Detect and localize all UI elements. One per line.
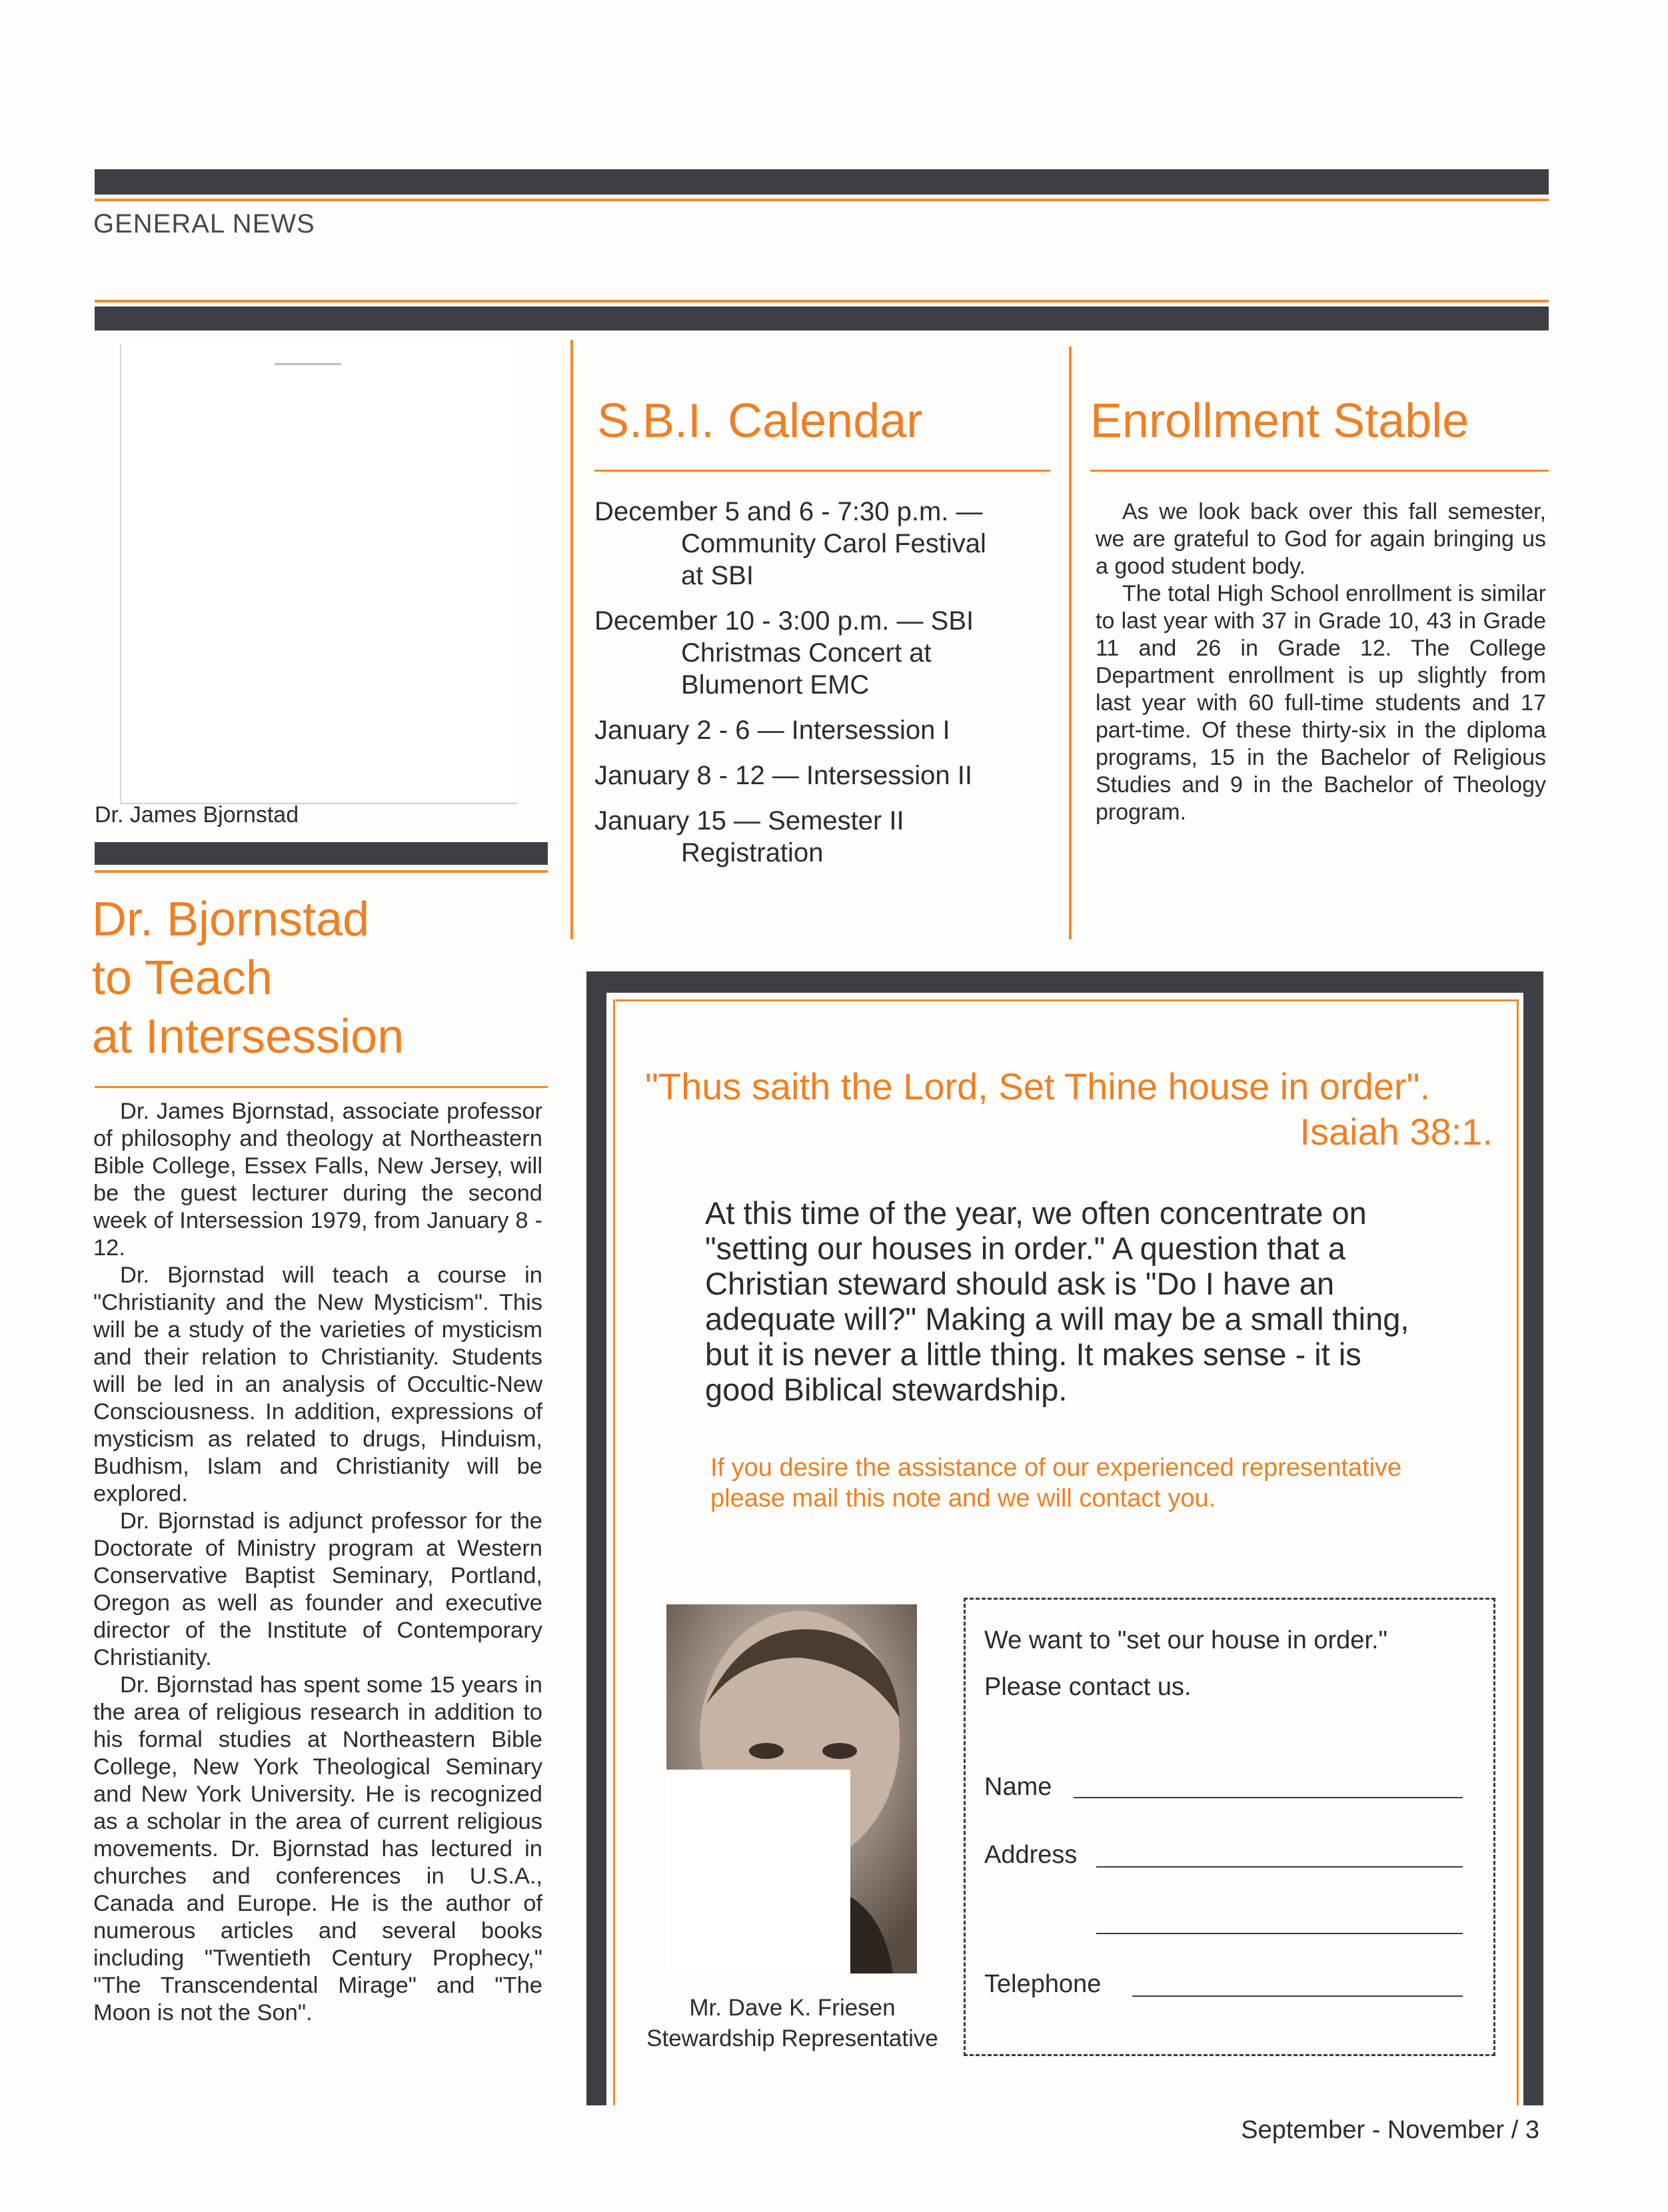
calendar-list bbox=[594, 496, 1048, 882]
article-paragraph: Dr. Bjornstad is adjunct professor for the Doctorate of Ministry program at Western Conservative Baptist Seminary, Portland, Oregon as well as founder and executive director of the Institute of Contemporary Christianity. bbox=[93, 1508, 542, 1670]
calendar-entry bbox=[594, 805, 1048, 869]
page-footer: September - November / 3 bbox=[1241, 2116, 1539, 2144]
calendar-entry-detail: Christmas Concert at bbox=[681, 638, 932, 668]
calendar-entry-date: December 5 and 6 - 7:30 p.m. — bbox=[594, 497, 983, 526]
calendar-entry bbox=[594, 605, 1048, 701]
address-field[interactable] bbox=[1096, 1866, 1463, 1868]
stewardship-appeal: If you desire the assistance of our experienced representative please mail this note and we will contact you. bbox=[710, 1454, 1402, 1512]
enrollment-body bbox=[1096, 498, 1546, 826]
column-divider-2 bbox=[1069, 346, 1072, 939]
headline-line: Dr. Bjornstad bbox=[92, 893, 370, 946]
calendar-entry bbox=[594, 760, 1048, 792]
article-underline bbox=[95, 1086, 548, 1088]
enrollment-paragraph: As we look back over this fall semester, we are grateful to God for again bringing us a good student body. bbox=[1096, 499, 1546, 579]
calendar-entry-detail: at SBI bbox=[681, 561, 754, 590]
article-rule-dark bbox=[95, 842, 548, 865]
calendar-entry-detail: Blumenort EMC bbox=[681, 670, 870, 700]
calendar-entry-detail: Community Carol Festival bbox=[681, 529, 986, 558]
calendar-underline bbox=[594, 470, 1050, 472]
scripture-reference: Isaiah 38:1. bbox=[1299, 1111, 1493, 1153]
calendar-entry-date: January 8 - 12 — Intersession II bbox=[594, 761, 972, 790]
header-rule-orange bbox=[95, 199, 1549, 201]
response-form bbox=[964, 1598, 1495, 2056]
enrollment-title: Enrollment Stable bbox=[1090, 394, 1469, 448]
name-field[interactable] bbox=[1074, 1797, 1463, 1798]
enrollment-underline bbox=[1090, 470, 1549, 472]
box-inner-top bbox=[616, 999, 1518, 1001]
section-label: GENERAL NEWS bbox=[93, 209, 315, 239]
box-frame-right bbox=[1523, 971, 1543, 2105]
photo-redaction bbox=[666, 1770, 850, 1973]
article-paragraph: Dr. Bjornstad has spent some 15 years in the area of religious research in addition to his formal studies at Northeastern Bible College, New York Theological Seminary and New York University. He is recognized as a scholar in the area of current religious movements. Dr. Bjornstad has lectured in churches and conferences in U.S.A., Canada and Europe. He is the author of numerous articles and several books including "Twentieth Century Prophecy," "The Transcendental Mirage" and "The Moon is not the Son". bbox=[93, 1672, 542, 2025]
content-rule-dark bbox=[95, 306, 1549, 330]
content-rule-orange bbox=[95, 300, 1549, 302]
scripture-quote: "Thus saith the Lord, Set Thine house in order". bbox=[645, 1065, 1431, 1107]
calendar-entry-date: December 10 - 3:00 p.m. — SBI bbox=[594, 606, 974, 636]
headline-line: to Teach bbox=[92, 951, 273, 1005]
calendar-entry-detail: Registration bbox=[681, 838, 824, 867]
calendar-entry bbox=[594, 714, 1048, 746]
column-divider-1 bbox=[570, 340, 573, 939]
representative-name: Mr. Dave K. Friesen bbox=[689, 1995, 896, 2021]
name-label: Name bbox=[984, 1773, 1052, 1801]
telephone-label: Telephone bbox=[984, 1970, 1102, 1998]
header-rule-top bbox=[95, 169, 1549, 195]
article-paragraph: Dr. James Bjornstad, associate professor of philosophy and theology at Northeastern Bible College, Essex Falls, New Jersey, will be the guest lecturer during the second week of Intersession 1979, from January 8 - 12. bbox=[93, 1099, 542, 1261]
form-line1: We want to "set our house in order." bbox=[984, 1626, 1388, 1654]
box-inner-right bbox=[1517, 999, 1519, 2105]
photo-caption: Dr. James Bjornstad bbox=[95, 802, 299, 828]
article-rule-orange bbox=[95, 870, 548, 873]
box-frame-left bbox=[586, 971, 606, 2105]
calendar-title: S.B.I. Calendar bbox=[597, 394, 923, 448]
article-paragraph: Dr. Bjornstad will teach a course in "Christianity and the New Mysticism". This will be a study of the varieties of mysticism and their relation to Christianity. Students will be led in an analysis of Occultic-New Consciousness. In addition, expressions of mysticism as related to drugs, Hinduism, Budhism, Islam and Christianity will be explored. bbox=[93, 1263, 542, 1506]
bjornstad-photo bbox=[120, 343, 517, 804]
address-label: Address bbox=[984, 1841, 1078, 1869]
calendar-entry bbox=[594, 496, 1048, 592]
address-field-line2[interactable] bbox=[1096, 1933, 1463, 1934]
article-body bbox=[93, 1098, 542, 2027]
calendar-entry-date: January 15 — Semester II bbox=[594, 806, 904, 835]
representative-photo bbox=[666, 1604, 917, 1973]
telephone-field[interactable] bbox=[1132, 1995, 1463, 1997]
stewardship-body: At this time of the year, we often concentrate on "setting our houses in order." A question that a Christian steward should ask is "Do I have an adequate will?" Making a will may be a small thing, but it is never a little thing. It makes sense - it is good Biblical stewardship. bbox=[705, 1195, 1409, 1407]
box-frame-top bbox=[586, 971, 1542, 993]
form-line2: Please contact us. bbox=[984, 1673, 1192, 1701]
calendar-entry-date: January 2 - 6 — Intersession I bbox=[594, 716, 950, 745]
article-headline bbox=[92, 890, 545, 1066]
enrollment-paragraph: The total High School enrollment is similar to last year with 37 in Grade 10, 43 in Grade 11 and 26 in Grade 12. The College Department enrollment is up slightly from last year with 60 full-time students and 17 part-time. Of these thirty-six in the diploma programs, 15 in the Bachelor of Religious Studies and 9 in the Bachelor of Theology program. bbox=[1096, 581, 1546, 825]
box-inner-left bbox=[613, 999, 615, 2105]
headline-line: at Intersession bbox=[92, 1010, 405, 1063]
representative-title: Stewardship Representative bbox=[646, 2025, 938, 2051]
